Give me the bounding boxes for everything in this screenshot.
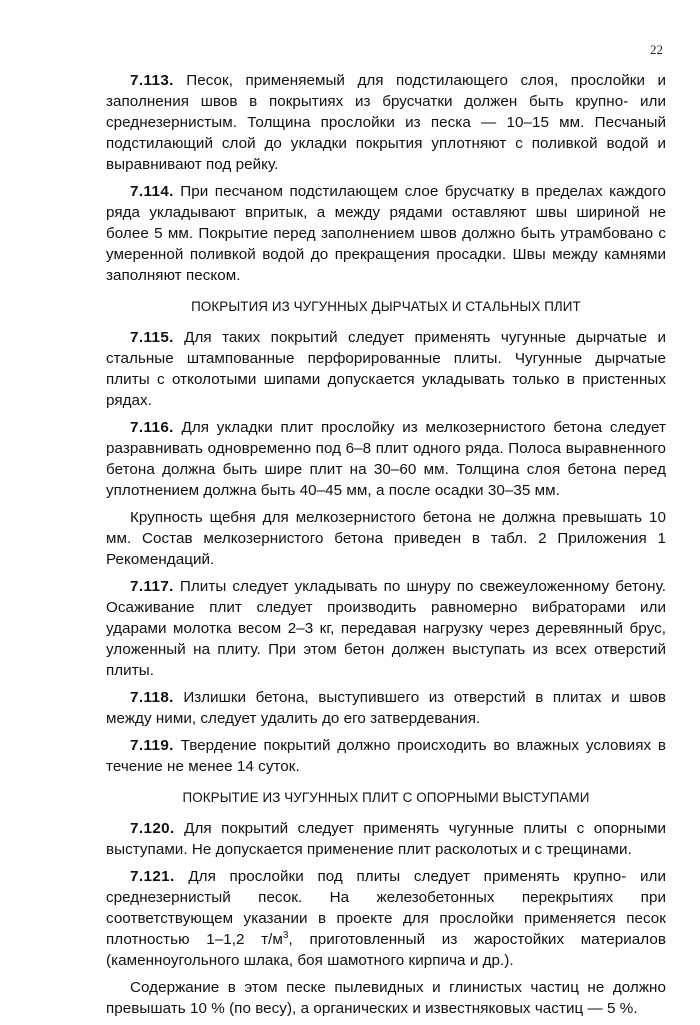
clause-text: При песчаном подстилающем слое брусчатку в пределах каждого ряда укладывают впритык, а между рядами оставляют швы шириной не более 5 мм. Покрытие перед заполнением швов должно быть утрамбовано с умеренной поливкой водой до прекращения просадки. Швы между камнями заполняют песком. xyxy=(106,183,666,284)
clause-text: Излишки бетона, выступившего из отверстий в плитах и швов между ними, следует удалить до его затвердевания. xyxy=(106,689,666,727)
clause-text: Твердение покрытий должно происходить во влажных условиях в течение не менее 14 суток. xyxy=(106,737,666,775)
paragraph-7-118 xyxy=(106,687,666,729)
clause-text: Для покрытий следует применять чугунные плиты с опорными выступами. Не допускается применение плит расколотых и с трещинами. xyxy=(106,820,666,858)
clause-text: Плиты следует укладывать по шнуру по свежеуложенному бетону. Осаживание плит следует производить равномерно вибраторами или ударами молотка весом 2–3 кг, передавая нагрузку через деревянный брус, уложенный на плиту. При этом бетон должен выступать из всех отверстий плиты. xyxy=(106,578,666,679)
paragraph-7-120 xyxy=(106,818,666,860)
paragraph-7-114 xyxy=(106,181,666,286)
document-body xyxy=(106,70,666,1025)
clause-number: 7.113. xyxy=(130,72,174,89)
paragraph-7-113 xyxy=(106,70,666,175)
section-heading-perforated-plates: ПОКРЫТИЯ ИЗ ЧУГУННЫХ ДЫРЧАТЫХ И СТАЛЬНЫХ ПЛИТ xyxy=(191,299,581,314)
section-heading-support-plates: ПОКРЫТИЕ ИЗ ЧУГУННЫХ ПЛИТ С ОПОРНЫМИ ВЫСТУПАМИ xyxy=(182,790,590,805)
clause-number: 7.114. xyxy=(130,183,174,200)
clause-number: 7.116. xyxy=(130,419,174,436)
clause-text-end: , приготовленный из жаростойких материалов (каменноугольного шлака, боя шамотного кирпича и др.). xyxy=(106,931,667,969)
clause-text: Песок, применяемый для подстилающего слоя, прослойки и заполнения швов в покрытиях из брусчатки должен быть крупно- или среднезернистым. Толщина прослойки из песка — 10–15 мм. Песчаный подстилающий слой до укладки покрытия уплотняют с поливкой водой и выравнивают под рейку. xyxy=(106,72,666,173)
clause-number: 7.119. xyxy=(130,737,174,754)
clause-number: 7.118. xyxy=(130,689,174,706)
paragraph-7-116-continuation: Крупность щебня для мелкозернистого бетона не должна превышать 10 мм. Состав мелкозернистого бетона приведен в табл. 2 Приложения 1 Рекомендаций. xyxy=(106,509,666,568)
paragraph-7-116 xyxy=(106,417,666,501)
clause-number: 7.115. xyxy=(130,329,174,346)
clause-text: Для таких покрытий следует применять чугунные дырчатые и стальные штампованные перфорированные плиты. Чугунные дырчатые плиты с отколотыми шипами допускается укладывать только в пристенных рядах. xyxy=(106,329,666,409)
clause-number: 7.121. xyxy=(130,868,175,885)
paragraph-7-117 xyxy=(106,576,666,681)
clause-number: 7.120. xyxy=(130,820,175,837)
paragraph-7-121-continuation: Содержание в этом песке пылевидных и глинистых частиц не должно превышать 10 % (по весу), а органических и известняковых частиц — 5 %. xyxy=(106,979,666,1017)
superscript-cubic: 3 xyxy=(282,929,289,941)
page-number: 22 xyxy=(650,42,663,57)
clause-number: 7.117. xyxy=(130,578,174,595)
clause-text: Для укладки плит прослойку из мелкозернистого бетона следует разравнивать одновременно под 6–8 плит одного ряда. Полоса выравненного бетона должна быть шире плит на 30–60 мм. Толщина слоя бетона перед уплотнением должна быть 40–45 мм, а после осадки 30–35 мм. xyxy=(106,419,666,499)
paragraph-7-121 xyxy=(106,866,666,971)
paragraph-7-115 xyxy=(106,327,666,411)
paragraph-7-119 xyxy=(106,735,666,777)
clause-text: Для прослойки под плиты следует применять крупно- или среднезернистый песок. На железобетонных перекрытиях при соответствующем указании в проекте для прослойки применяется песок плотностью 1–1,2 т/м xyxy=(106,868,666,948)
